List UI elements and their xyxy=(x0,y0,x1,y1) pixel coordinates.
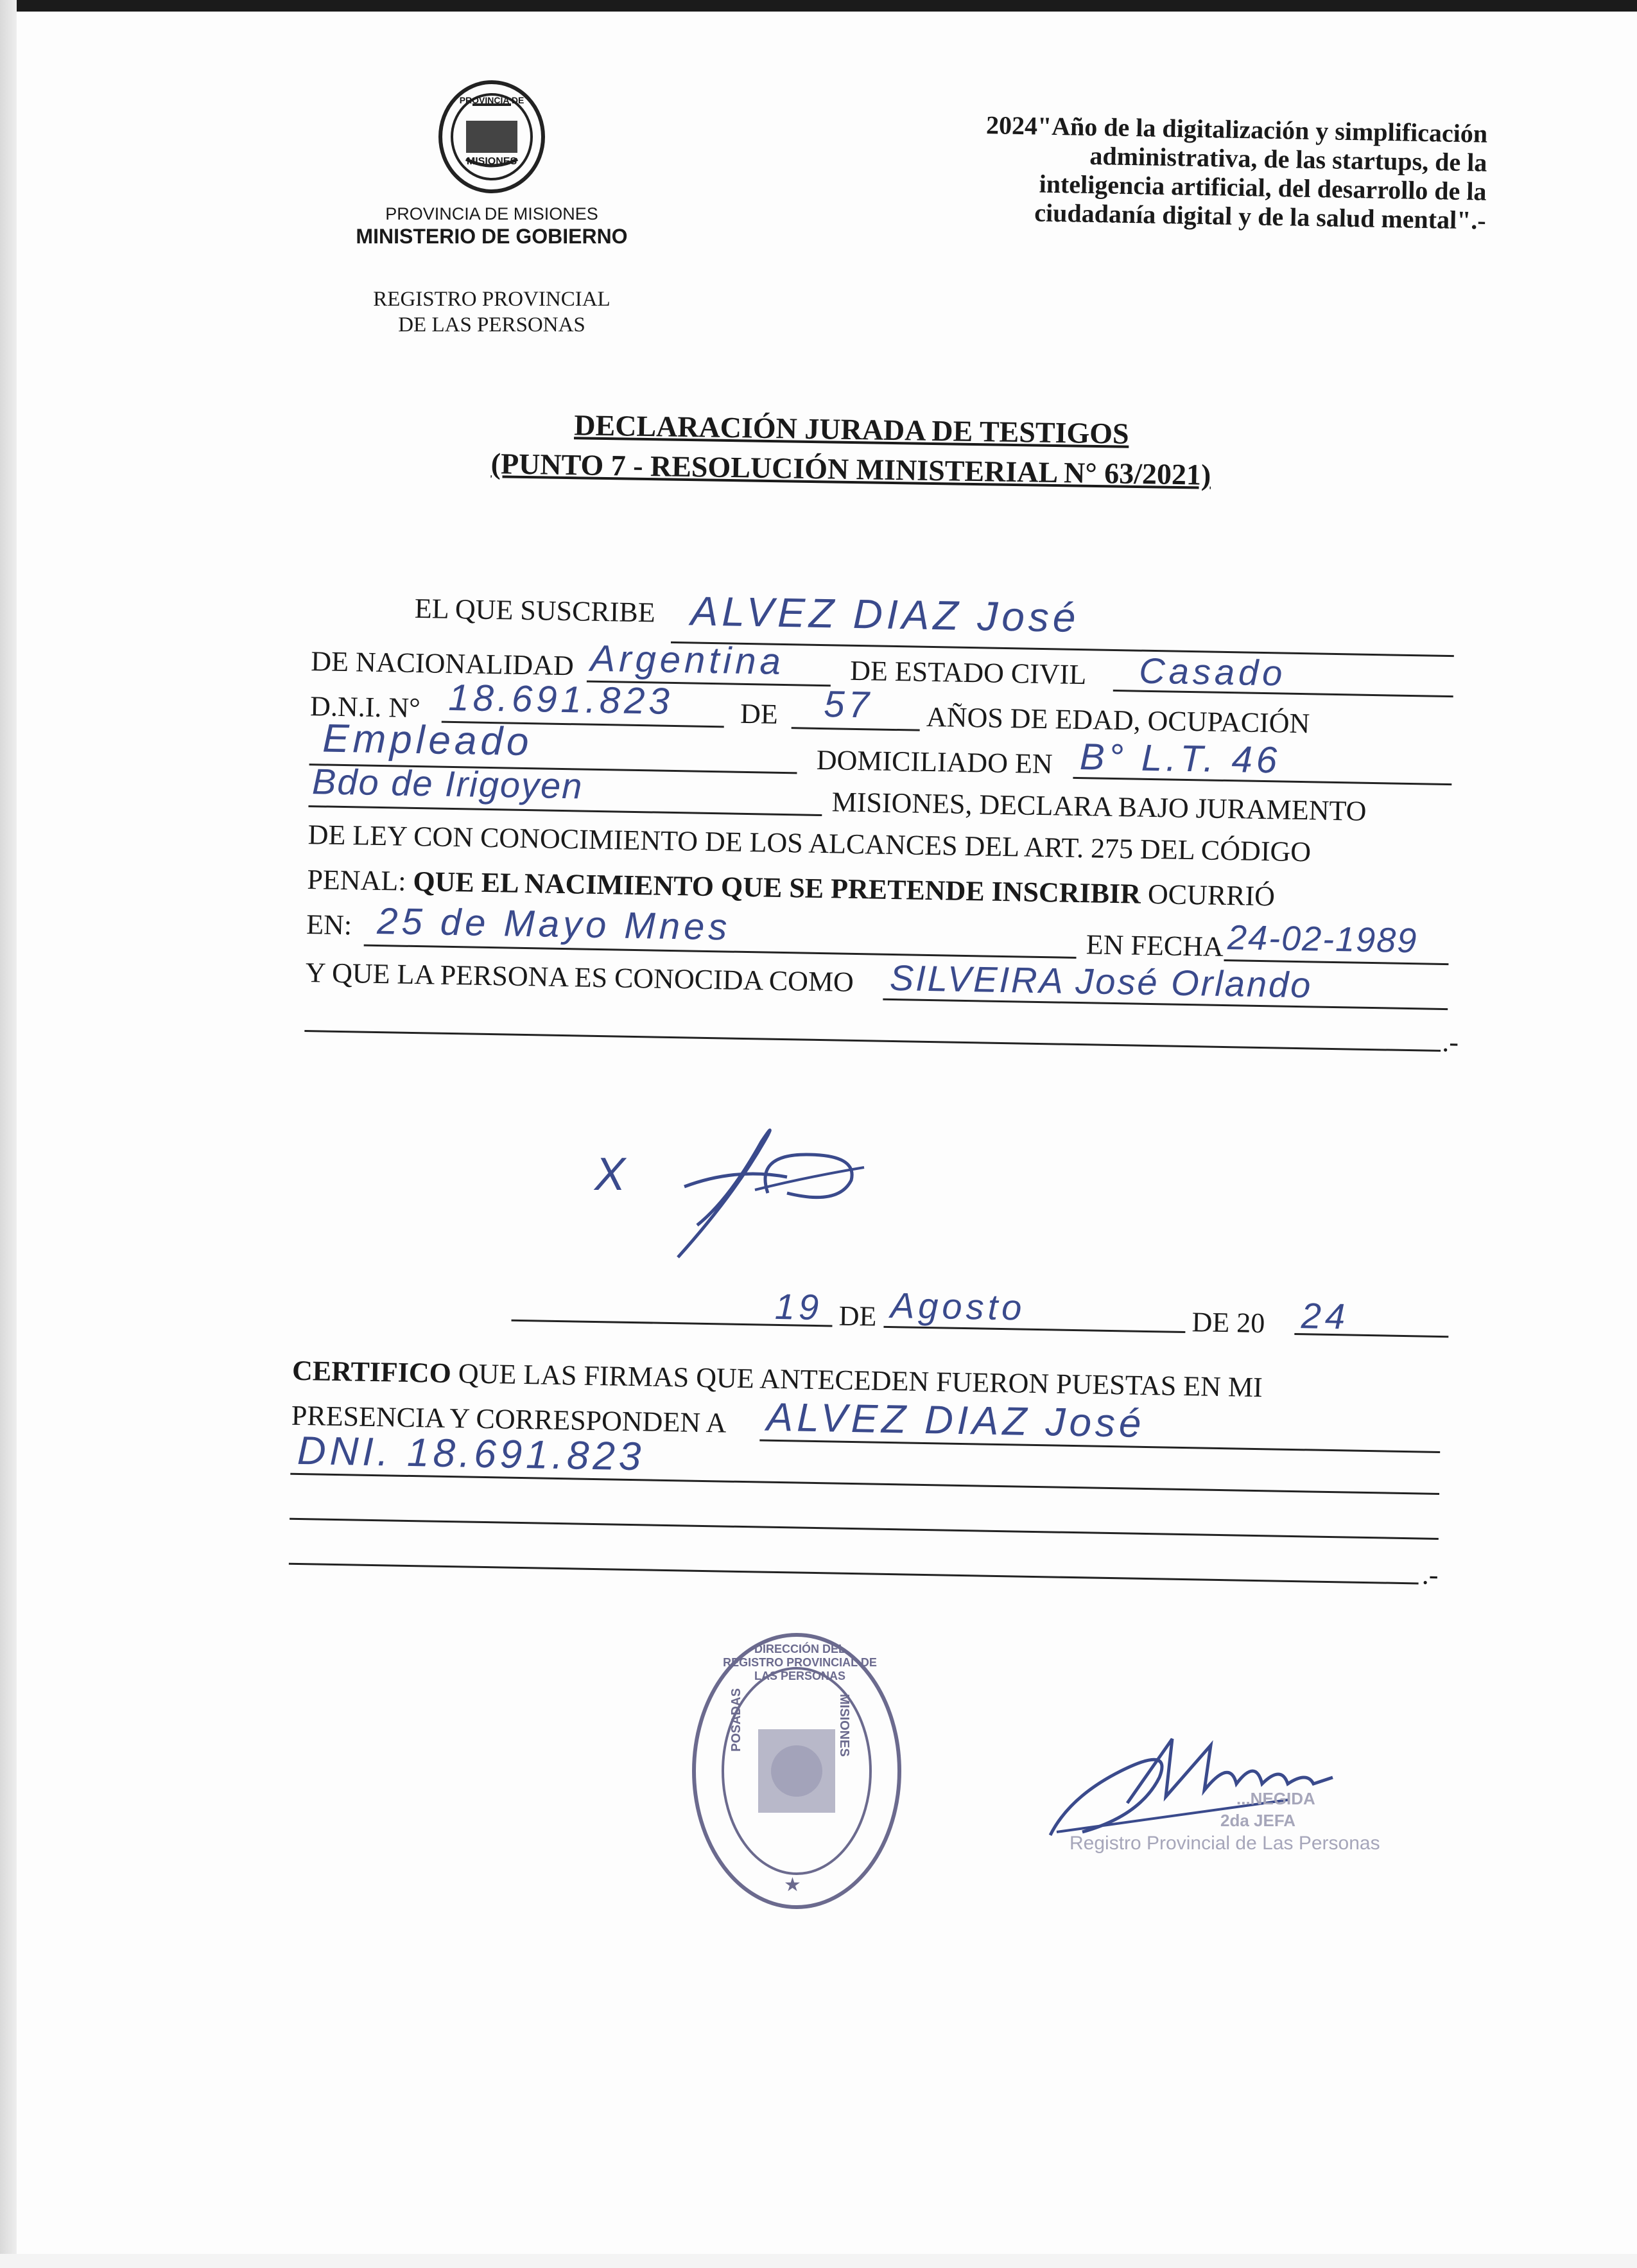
title-line2: (PUNTO 7 - RESOLUCIÓN MINISTERIAL N° 63/2021) xyxy=(490,447,1211,491)
province-name: PROVINCIA DE MISIONES xyxy=(385,204,598,223)
signature-x-mark: X xyxy=(594,1149,626,1200)
official-role: 2da JEFA xyxy=(1220,1811,1296,1830)
certification-text1: QUE LAS FIRMAS QUE ANTECEDEN FUERON PUESTAS EN MI xyxy=(451,1357,1263,1404)
penal-bold: QUE EL NACIMIENTO QUE SE PRETENDE INSCRIBIR xyxy=(413,865,1141,910)
title-line1: DECLARACIÓN JURADA DE TESTIGOS xyxy=(573,408,1130,450)
official-office: Registro Provincial de Las Personas xyxy=(1070,1833,1380,1854)
blank-line xyxy=(304,1030,1441,1052)
motto-line: ciudadanía digital y de la salud mental".- xyxy=(1034,198,1487,235)
stamp-star-icon: ★ xyxy=(784,1874,801,1896)
dni-label: D.N.I. N° xyxy=(309,690,421,724)
locality-value: Bdo de Irigoyen xyxy=(311,761,584,807)
motto-line: 2024"Año de la digitalización y simplificación xyxy=(985,110,1488,148)
de-label: DE xyxy=(740,697,779,730)
penal-suffix: OCURRIÓ xyxy=(1140,878,1276,912)
motto-line: administrativa, de las startups, de la xyxy=(1089,141,1487,177)
official-name-partial: ...NEGIDA xyxy=(1236,1789,1315,1808)
age-line xyxy=(792,727,920,731)
birthplace-label: EN: xyxy=(306,909,352,941)
known-as-value: SILVEIRA José Orlando xyxy=(889,957,1313,1006)
civil-status-value: Casado xyxy=(1138,650,1286,693)
subscriber-value: ALVEZ DIAZ José xyxy=(690,588,1080,641)
year-value: 24 xyxy=(1301,1295,1349,1337)
certification-text2: PRESENCIA Y CORRESPONDEN A xyxy=(291,1399,727,1439)
birthplace-value: 25 de Mayo Mnes xyxy=(376,900,731,948)
witness-signature xyxy=(659,1116,877,1270)
domicile-value: B° L.T. 46 xyxy=(1079,736,1281,781)
locality-line xyxy=(308,805,822,816)
document-page xyxy=(17,12,1637,2254)
stamp-ring-text: DIRECCIÓN DEL REGISTRO PROVINCIAL DE LAS PERSONAS xyxy=(723,1643,877,1682)
cert-line-end-mark: .- xyxy=(1421,1558,1439,1591)
nationality-value: Argentina xyxy=(589,637,785,683)
law-text: DE LEY CON CONOCIMIENTO DE LOS ALCANCES DEL ART. 275 DEL CÓDIGO xyxy=(307,819,1312,868)
certifico-word: CERTIFICO xyxy=(291,1354,452,1390)
registry-name-line1: REGISTRO PROVINCIAL xyxy=(373,288,611,311)
subscriber-line xyxy=(671,641,1454,657)
civil-status-label: DE ESTADO CIVIL xyxy=(849,654,1087,691)
date-label: EN FECHA xyxy=(1086,929,1224,963)
age-value: 57 xyxy=(823,683,874,726)
cert-name-value: ALVEZ DIAZ José xyxy=(766,1395,1146,1446)
cert-dni-value: DNI. 18.691.823 xyxy=(297,1428,645,1479)
year-prefix-label: DE 20 xyxy=(1191,1306,1265,1339)
crest-text-top: PROVINCIA DE xyxy=(459,95,524,105)
subscriber-label: EL QUE SUSCRIBE xyxy=(414,592,656,629)
age-label: AÑOS DE EDAD, OCUPACIÓN xyxy=(926,701,1310,740)
month-value: Agosto xyxy=(890,1285,1026,1328)
date-value: 24-02-1989 xyxy=(1227,918,1418,961)
known-as-label: Y QUE LA PERSONA ES CONOCIDA COMO xyxy=(305,957,854,998)
occupation-value: Empleado xyxy=(322,716,533,765)
registry-name-line2: DE LAS PERSONAS xyxy=(398,313,585,336)
crest-text-bottom: MISIONES xyxy=(466,156,517,167)
stamp-inner-right: MISIONES xyxy=(837,1694,851,1757)
line-end-mark: .- xyxy=(1441,1025,1459,1058)
declares-label: MISIONES, DECLARA BAJO JURAMENTO xyxy=(831,786,1367,827)
day-value: 19 xyxy=(774,1286,823,1328)
penal-prefix: PENAL: xyxy=(307,864,413,897)
cert-blank-line-2 xyxy=(289,1563,1419,1585)
official-signature xyxy=(1044,1720,1352,1848)
date-de-label: DE xyxy=(838,1300,877,1332)
stamp-inner-left: POSADAS xyxy=(729,1688,743,1752)
cert-blank-line xyxy=(290,1518,1439,1540)
nationality-label: DE NACIONALIDAD xyxy=(310,645,575,682)
motto-line: inteligencia artificial, del desarrollo de la xyxy=(1039,169,1487,206)
ministry-name: MINISTERIO DE GOBIERNO xyxy=(356,225,628,248)
domicile-label: DOMICILIADO EN xyxy=(816,744,1053,780)
month-line xyxy=(883,1326,1185,1333)
dni-value: 18.691.823 xyxy=(447,676,674,722)
